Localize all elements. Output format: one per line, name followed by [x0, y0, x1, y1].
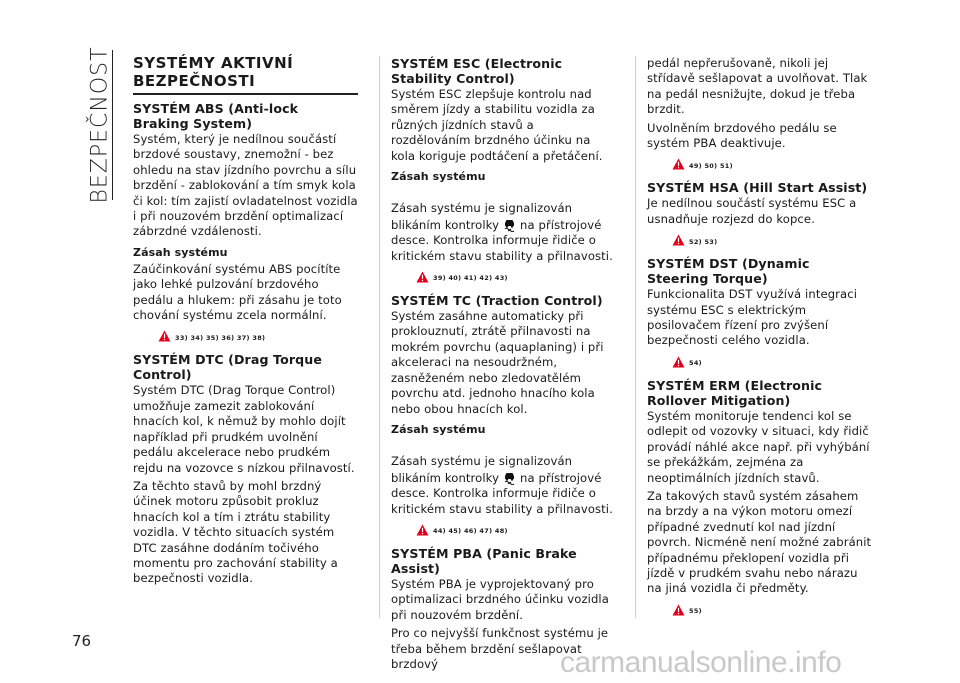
pba-continued-text-2: Uvolněním brzdového pedálu se systém PBA deaktivuje. — [647, 120, 837, 151]
warning-triangle-icon — [416, 271, 429, 283]
warning-triangle-icon — [672, 234, 685, 246]
dst-text: Funkcionalita DST využívá integraci systému ESC s elektrickým posilovačem řízení pro zvýšení bezpečnosti celého vozidla. — [647, 287, 858, 348]
column-1 — [133, 52, 358, 590]
abs-heading: SYSTÉM ABS (Anti-lock Braking System) — [133, 101, 299, 131]
esc-warning-refs — [416, 267, 616, 287]
pba-text-2: Pro co nejvyšší funkčnost systému je třeba během brzdění sešlapovat brzdový — [391, 626, 609, 671]
tc-sub-text-a: Zásah systému je signalizován blikáním kontrolky — [391, 454, 573, 485]
esc-heading: SYSTÉM ESC (Electronic Stability Control) — [391, 56, 563, 86]
abs-sub-text: Zaúčinkování systému ABS pocítíte jako lehké pulzování brzdového pedálu a hlukem: při zásahu je toto chování systému zcela normální. — [133, 261, 342, 323]
column-divider — [635, 56, 636, 618]
section-side-title-text: BEZPEČNOST — [87, 46, 113, 204]
side-divider — [112, 50, 113, 200]
dtc-text-2: Za těchto stavů by mohl brzdný účinek motoru způsobit prokluz hnacích kol a tím i ztrátu stability vozidla. V těchto situacích systém DTC zasáhne dodáním točivého momentu pro zachování stability a bezpečnosti vozidla. — [133, 478, 338, 586]
hsa-warning-refs — [672, 230, 872, 250]
tc-sub-text — [391, 439, 616, 517]
tc-warning-refs — [416, 520, 616, 540]
esc-warning-light-icon — [502, 217, 517, 232]
hsa-heading: SYSTÉM HSA (Hill Start Assist) — [647, 180, 868, 196]
abs-text: Systém, který je nedílnou součástí brzdové soustavy, znemožní - bez ohledu na stav jízdního povrchu a sílu brzdění - zablokování a tím smyk kola či kol: tím zajistí ovladatelnost vozidla i při nouzovém brzdění optimalizací zábrzdné vzdálenosti. — [133, 132, 358, 239]
warning-reference-numbers[interactable]: 55) — [689, 607, 702, 616]
pba-continued-text: pedál nepřerušovaně, nikoli jej střídavě sešlapovat a uvolňovat. Tlak na pedál nesnižujte, dokud je třeba brzdit. — [647, 56, 868, 117]
column-2 — [391, 52, 616, 675]
tc-subheading: Zásah systému — [391, 422, 486, 436]
warning-triangle-icon — [158, 330, 171, 342]
warning-reference-numbers[interactable]: 44) 45) 46) 47) 48) — [433, 527, 508, 536]
watermark: carmanualsonline.info — [560, 646, 842, 679]
erm-heading: SYSTÉM ERM (Electronic Rollover Mitigation) — [647, 377, 823, 408]
esc-subheading: Zásah systému — [391, 170, 486, 184]
warning-triangle-icon — [672, 158, 685, 170]
erm-text-2: Za takových stavů systém zásahem na brzdy a na výkon motoru omezí případné zvednutí kol nad jízdní povrch. Nicméně není možné zabránit případnému překlopení vozidla při jízdě v prudkém svahu nebo nárazu na jiná vozidla či předměty. — [647, 488, 872, 596]
pba-warning-refs — [672, 154, 872, 174]
tc-sub-text-b: na přístrojové desce. Kontrolka informuje řidiče o kritickém stavu stability a přilnavosti. — [391, 470, 613, 516]
pba-text-1: Systém PBA je vyprojektovaný pro optimalizaci brzdného účinku vozidla při nouzovém brzdění. — [391, 576, 609, 622]
column-divider — [379, 56, 380, 618]
tc-warning-light-icon — [502, 470, 517, 485]
erm-text-1: Systém monitoruje tendenci kol se odlepit od vozovky v situaci, kdy řidič provádí náhlé akce např. při vyhýbání se překážkám, zejména za neoptimálních jízdních stavů. — [647, 408, 870, 485]
esc-text: Systém ESC zlepšuje kontrolu nad směrem jízdy a stabilitu vozidla za různých jízdních stavů a rozdělováním brzdného účinku na kola koriguje podtáčení a přetáčení. — [391, 87, 603, 163]
tc-text: Systém zasáhne automaticky při proklouznutí, ztrátě přilnavosti na mokrém povrchu (aquaplaning) i při akceleraci na nesoudržném, zasněženém nebo zledovatělém povrchu atd. jednoho hnacího kola nebo obou hnacích kol. — [391, 309, 604, 416]
warning-reference-numbers[interactable]: 52) 53) — [689, 237, 718, 246]
warning-reference-numbers[interactable]: 49) 50) 51) — [689, 161, 733, 170]
warning-reference-numbers[interactable]: 39) 40) 41) 42) 43) — [433, 274, 508, 283]
esc-sub-text-a: Zásah systému je signalizován blikáním kontrolky — [391, 201, 573, 232]
dst-heading: SYSTÉM DST (Dynamic Steering Torque) — [647, 256, 810, 287]
column-3 — [647, 52, 872, 626]
warning-triangle-icon — [672, 604, 685, 616]
erm-warning-refs — [672, 600, 872, 620]
esc-sub-text — [391, 186, 616, 264]
abs-warning-refs — [158, 326, 358, 346]
section-side-title — [72, 46, 128, 204]
tc-heading: SYSTÉM TC (Traction Control) — [391, 293, 603, 309]
warning-triangle-icon — [672, 356, 685, 368]
page-title: SYSTÉMY AKTIVNÍ BEZPEČNOSTI — [133, 54, 358, 95]
esc-sub-text-b: na přístrojové desce. Kontrolka informuje řidiče o kritickém stavu stability a přilnavosti. — [391, 217, 613, 263]
dst-warning-refs — [672, 352, 872, 372]
warning-reference-numbers[interactable]: 33) 34) 35) 36) 37) 38) — [175, 333, 266, 342]
dtc-text-1: Systém DTC (Drag Torque Control) umožňuje zamezit zablokování hnacích kol, k němuž by mohlo dojít například při prudkém uvolnění pedálu akcelerace nebo prudkém rejdu na vozovce s nízkou přilnavostí. — [133, 383, 355, 475]
abs-subheading: Zásah systému — [133, 245, 228, 259]
warning-reference-numbers[interactable]: 54) — [689, 359, 702, 368]
warning-triangle-icon — [416, 524, 429, 536]
hsa-text: Je nedílnou součástí systému ESC a usnadňuje rozjezd do kopce. — [647, 196, 857, 226]
dtc-heading: SYSTÉM DTC (Drag Torque Control) — [133, 352, 322, 383]
pba-heading: SYSTÉM PBA (Panic Brake Assist) — [391, 545, 577, 576]
page-number: 76 — [72, 632, 92, 650]
